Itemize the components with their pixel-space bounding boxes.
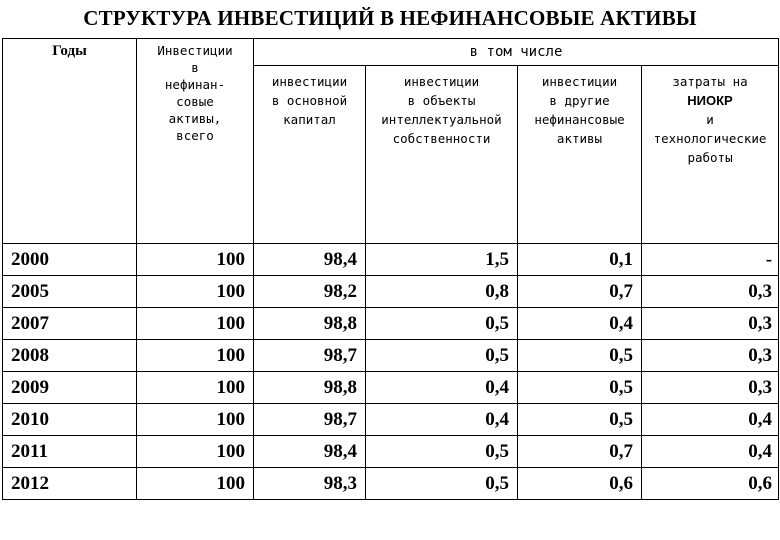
- header-sub-line: затраты на: [672, 74, 748, 89]
- cell-rd-costs: -: [642, 244, 779, 276]
- cell-rd-costs: 0,3: [642, 308, 779, 340]
- cell-fixed-capital: 98,8: [254, 308, 366, 340]
- header-sub-line: инвестиции: [541, 74, 618, 89]
- cell-intellectual-property: 0,8: [366, 276, 518, 308]
- header-sub-line: нефинансовые: [534, 112, 625, 127]
- cell-intellectual-property: 0,5: [366, 340, 518, 372]
- header-fixed-capital: [254, 66, 366, 244]
- page-title: СТРУКТУРА ИНВЕСТИЦИЙ В НЕФИНАНСОВЫЕ АКТИВЫ: [83, 6, 697, 30]
- cell-rd-costs: 0,3: [642, 276, 779, 308]
- table-body: [3, 244, 779, 500]
- header-total-line: совые: [176, 94, 214, 109]
- cell-intellectual-property: 0,5: [366, 436, 518, 468]
- cell-total: 100: [137, 308, 254, 340]
- cell-total: 100: [137, 276, 254, 308]
- cell-intellectual-property: 0,4: [366, 404, 518, 436]
- table-row: [3, 244, 779, 276]
- cell-total: 100: [137, 468, 254, 500]
- cell-total: 100: [137, 372, 254, 404]
- cell-other-assets: 0,6: [518, 468, 642, 500]
- cell-intellectual-property: 1,5: [366, 244, 518, 276]
- header-sub-bold: НИОКР: [687, 93, 733, 108]
- header-sub-line: и: [706, 112, 714, 127]
- cell-year: 2012: [3, 468, 137, 500]
- cell-rd-costs: 0,3: [642, 372, 779, 404]
- header-rd-costs: [642, 66, 779, 244]
- cell-other-assets: 0,5: [518, 372, 642, 404]
- investment-table: [2, 38, 779, 500]
- header-total-line: нефинан-: [164, 77, 226, 92]
- table-row: [3, 340, 779, 372]
- header-sub-line: в объекты: [407, 93, 476, 108]
- cell-year: 2000: [3, 244, 137, 276]
- table-row: [3, 372, 779, 404]
- table-row: [3, 276, 779, 308]
- header-sub-line: инвестиции: [403, 74, 480, 89]
- cell-rd-costs: 0,6: [642, 468, 779, 500]
- header-years: Годы: [3, 39, 137, 244]
- table-row: [3, 468, 779, 500]
- header-intellectual-property: [366, 66, 518, 244]
- header-sub-line: технологические: [653, 131, 767, 146]
- cell-total: 100: [137, 404, 254, 436]
- cell-total: 100: [137, 340, 254, 372]
- cell-rd-costs: 0,4: [642, 436, 779, 468]
- cell-other-assets: 0,4: [518, 308, 642, 340]
- cell-year: 2007: [3, 308, 137, 340]
- table-row: [3, 308, 779, 340]
- cell-rd-costs: 0,4: [642, 404, 779, 436]
- cell-fixed-capital: 98,4: [254, 244, 366, 276]
- cell-other-assets: 0,5: [518, 404, 642, 436]
- header-total: [137, 39, 254, 244]
- header-sub-line: активы: [556, 131, 603, 146]
- cell-fixed-capital: 98,3: [254, 468, 366, 500]
- cell-fixed-capital: 98,8: [254, 372, 366, 404]
- header-group: в том числе: [254, 39, 779, 66]
- table-row: [3, 436, 779, 468]
- cell-fixed-capital: 98,7: [254, 404, 366, 436]
- cell-other-assets: 0,1: [518, 244, 642, 276]
- cell-fixed-capital: 98,7: [254, 340, 366, 372]
- cell-intellectual-property: 0,4: [366, 372, 518, 404]
- cell-intellectual-property: 0,5: [366, 308, 518, 340]
- cell-fixed-capital: 98,4: [254, 436, 366, 468]
- header-sub-line: работы: [687, 150, 733, 165]
- cell-year: 2009: [3, 372, 137, 404]
- cell-intellectual-property: 0,5: [366, 468, 518, 500]
- cell-other-assets: 0,7: [518, 436, 642, 468]
- cell-other-assets: 0,5: [518, 340, 642, 372]
- cell-year: 2011: [3, 436, 137, 468]
- header-sub-line: в другие: [549, 93, 610, 108]
- header-other-assets: [518, 66, 642, 244]
- header-total-line: Инвестиции: [157, 43, 233, 58]
- cell-fixed-capital: 98,2: [254, 276, 366, 308]
- header-sub-line: инвестиции: [271, 74, 348, 89]
- header-sub-line: интеллектуальной: [381, 112, 502, 127]
- cell-year: 2010: [3, 404, 137, 436]
- cell-year: 2008: [3, 340, 137, 372]
- cell-total: 100: [137, 244, 254, 276]
- header-sub-line: в основной: [271, 93, 348, 108]
- cell-year: 2005: [3, 276, 137, 308]
- header-sub-line: собственности: [392, 131, 491, 146]
- cell-total: 100: [137, 436, 254, 468]
- header-total-line: всего: [176, 128, 214, 143]
- table-row: [3, 404, 779, 436]
- header-total-line: в: [191, 60, 199, 75]
- cell-rd-costs: 0,3: [642, 340, 779, 372]
- header-row-group: [3, 39, 779, 66]
- header-total-line: активы,: [168, 111, 222, 126]
- cell-other-assets: 0,7: [518, 276, 642, 308]
- header-sub-line: капитал: [283, 112, 336, 127]
